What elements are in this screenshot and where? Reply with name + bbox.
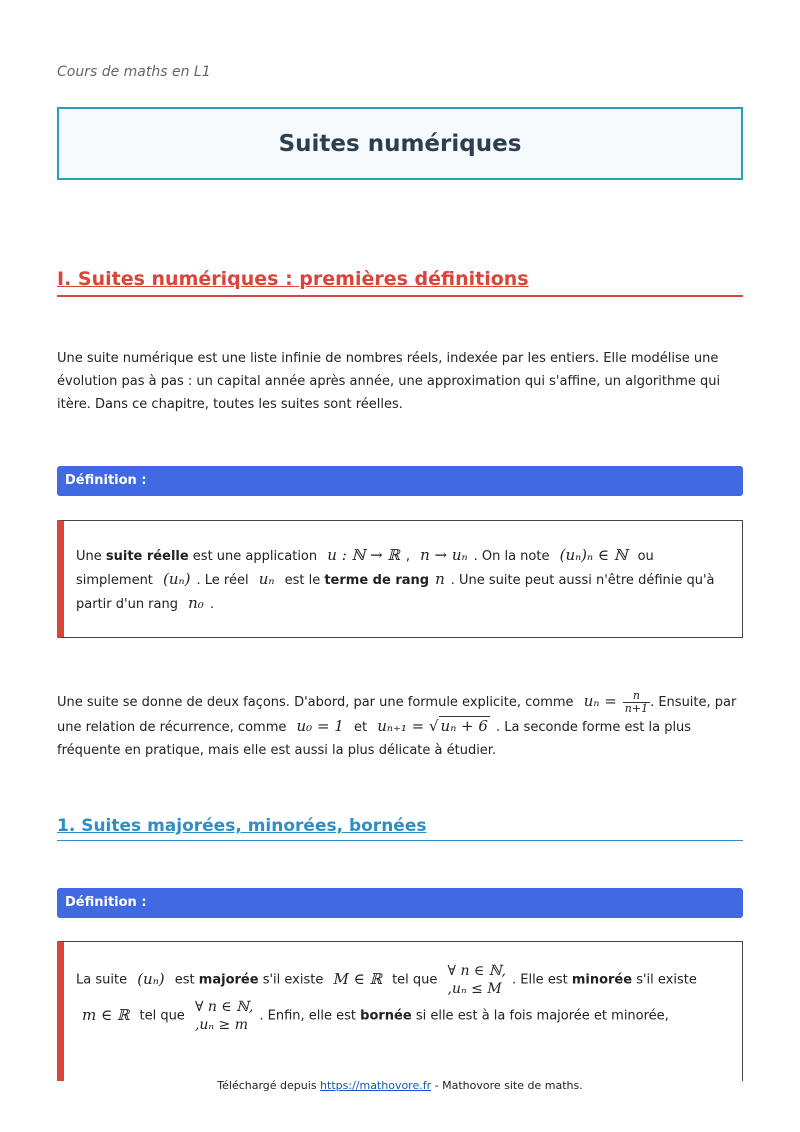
- def2-text: tel que: [387, 972, 442, 988]
- def2-text: est: [170, 972, 199, 988]
- def2-bold-minoree: minorée: [571, 972, 633, 988]
- math-fraction: [623, 690, 650, 715]
- def1-text: est le: [280, 573, 325, 588]
- math-inequality: ,uₙ ≤ M: [447, 981, 502, 997]
- math-initial-term: u₀ = 1: [296, 717, 344, 735]
- math-explicit-lhs: uₙ =: [583, 692, 617, 710]
- title-box: [57, 107, 743, 180]
- def1-text: ,: [405, 549, 415, 564]
- definition-bar-2: Définition :: [57, 888, 743, 918]
- math-sequence: (uₙ): [137, 969, 165, 988]
- para2-text: . La seconde forme est la plus fréquente en pratique, mais elle est aussi la plus délicate à étudier.: [57, 720, 692, 758]
- math-term: uₙ: [258, 570, 275, 588]
- fraction-numerator: n: [623, 690, 650, 703]
- def1-text: .: [209, 597, 214, 612]
- def2-bold-majoree: majorée: [198, 972, 259, 988]
- def2-text: . Elle est: [511, 972, 572, 988]
- page-footer: [0, 1079, 800, 1092]
- math-n: n: [435, 570, 445, 588]
- def2-text: s'il existe: [258, 972, 328, 988]
- def2-text: La suite: [76, 972, 132, 988]
- footer-prefix: Téléchargé depuis: [217, 1079, 321, 1092]
- definition-bar-1: Définition :: [57, 466, 743, 496]
- math-M-in-R: M ∈ ℝ: [333, 969, 382, 988]
- math-application: u : ℕ → ℝ: [327, 546, 400, 564]
- def1-text: . On la note: [473, 549, 554, 564]
- paragraph-two-ways: [57, 690, 743, 762]
- math-recurrence: [377, 717, 490, 735]
- definition-body-2: [57, 941, 743, 1081]
- section-heading-1: [57, 268, 743, 297]
- definition-body-1: [57, 520, 743, 638]
- def1-bold-suite-reelle: suite réelle: [105, 549, 189, 564]
- math-recurrence-lhs: uₙ₊₁ = √: [377, 717, 439, 735]
- fraction-denominator: n+1: [624, 702, 649, 715]
- math-map: n → uₙ: [420, 546, 468, 564]
- footer-link[interactable]: https://mathovore.fr: [320, 1079, 432, 1092]
- math-sequence: (uₙ): [163, 570, 191, 588]
- def1-text: ou simplement: [76, 549, 654, 588]
- def1-text: est une application: [188, 549, 322, 564]
- def2-bold-bornee: bornée: [360, 1008, 412, 1024]
- def2-text: si elle est à la fois majorée et minorée,: [411, 1008, 669, 1024]
- para2-text: . Ensuite, par une relation de récurrence, comme: [57, 695, 737, 735]
- math-sequence-notation: (uₙ)ₙ ∈ ℕ: [559, 546, 628, 564]
- math-inequality: ,uₙ ≥ m: [194, 1017, 248, 1033]
- def2-text: . Enfin, elle est: [259, 1008, 361, 1024]
- def1-text: . Une suite peut aussi n'être définie qu'à partir d'un rang: [76, 573, 715, 612]
- math-n0: n₀: [188, 594, 204, 612]
- def1-text: . Le réel: [196, 573, 253, 588]
- math-lower-bound-condition: [195, 998, 253, 1034]
- page-title: Suites numériques: [278, 130, 522, 157]
- def1-bold-terme-de-rang: terme de rang: [324, 573, 430, 588]
- section-heading-2-text: 1. Suites majorées, minorées, bornées: [57, 816, 427, 836]
- section-heading-2: [57, 816, 743, 841]
- def2-text: tel que: [135, 1008, 189, 1024]
- def1-text: Une: [76, 549, 106, 564]
- footer-suffix: - Mathovore site de maths.: [431, 1079, 583, 1092]
- course-subtitle: Cours de maths en L1: [57, 64, 211, 80]
- math-upper-bound-condition: [448, 962, 506, 998]
- section-heading-1-text: I. Suites numériques : premières définitions: [57, 268, 529, 290]
- math-forall: ∀ n ∈ ℕ,: [194, 999, 254, 1015]
- math-forall: ∀ n ∈ ℕ,: [447, 963, 506, 979]
- math-radicand: uₙ + 6: [440, 717, 488, 735]
- para2-text: Une suite se donne de deux façons. D'abord, par une formule explicite, comme: [57, 695, 578, 710]
- intro-paragraph: Une suite numérique est une liste infinie de nombres réels, indexée par les entiers. Elle modélise une évolution pas à pas : un capital année après année, une approximation qui s'affine, un algorithme qui itère. Dans ce chapitre, toutes les suites sont réelles.: [57, 351, 721, 412]
- def2-text: s'il existe: [632, 972, 697, 988]
- math-m-in-R: m ∈ ℝ: [82, 1005, 130, 1024]
- para2-text: et: [349, 720, 372, 735]
